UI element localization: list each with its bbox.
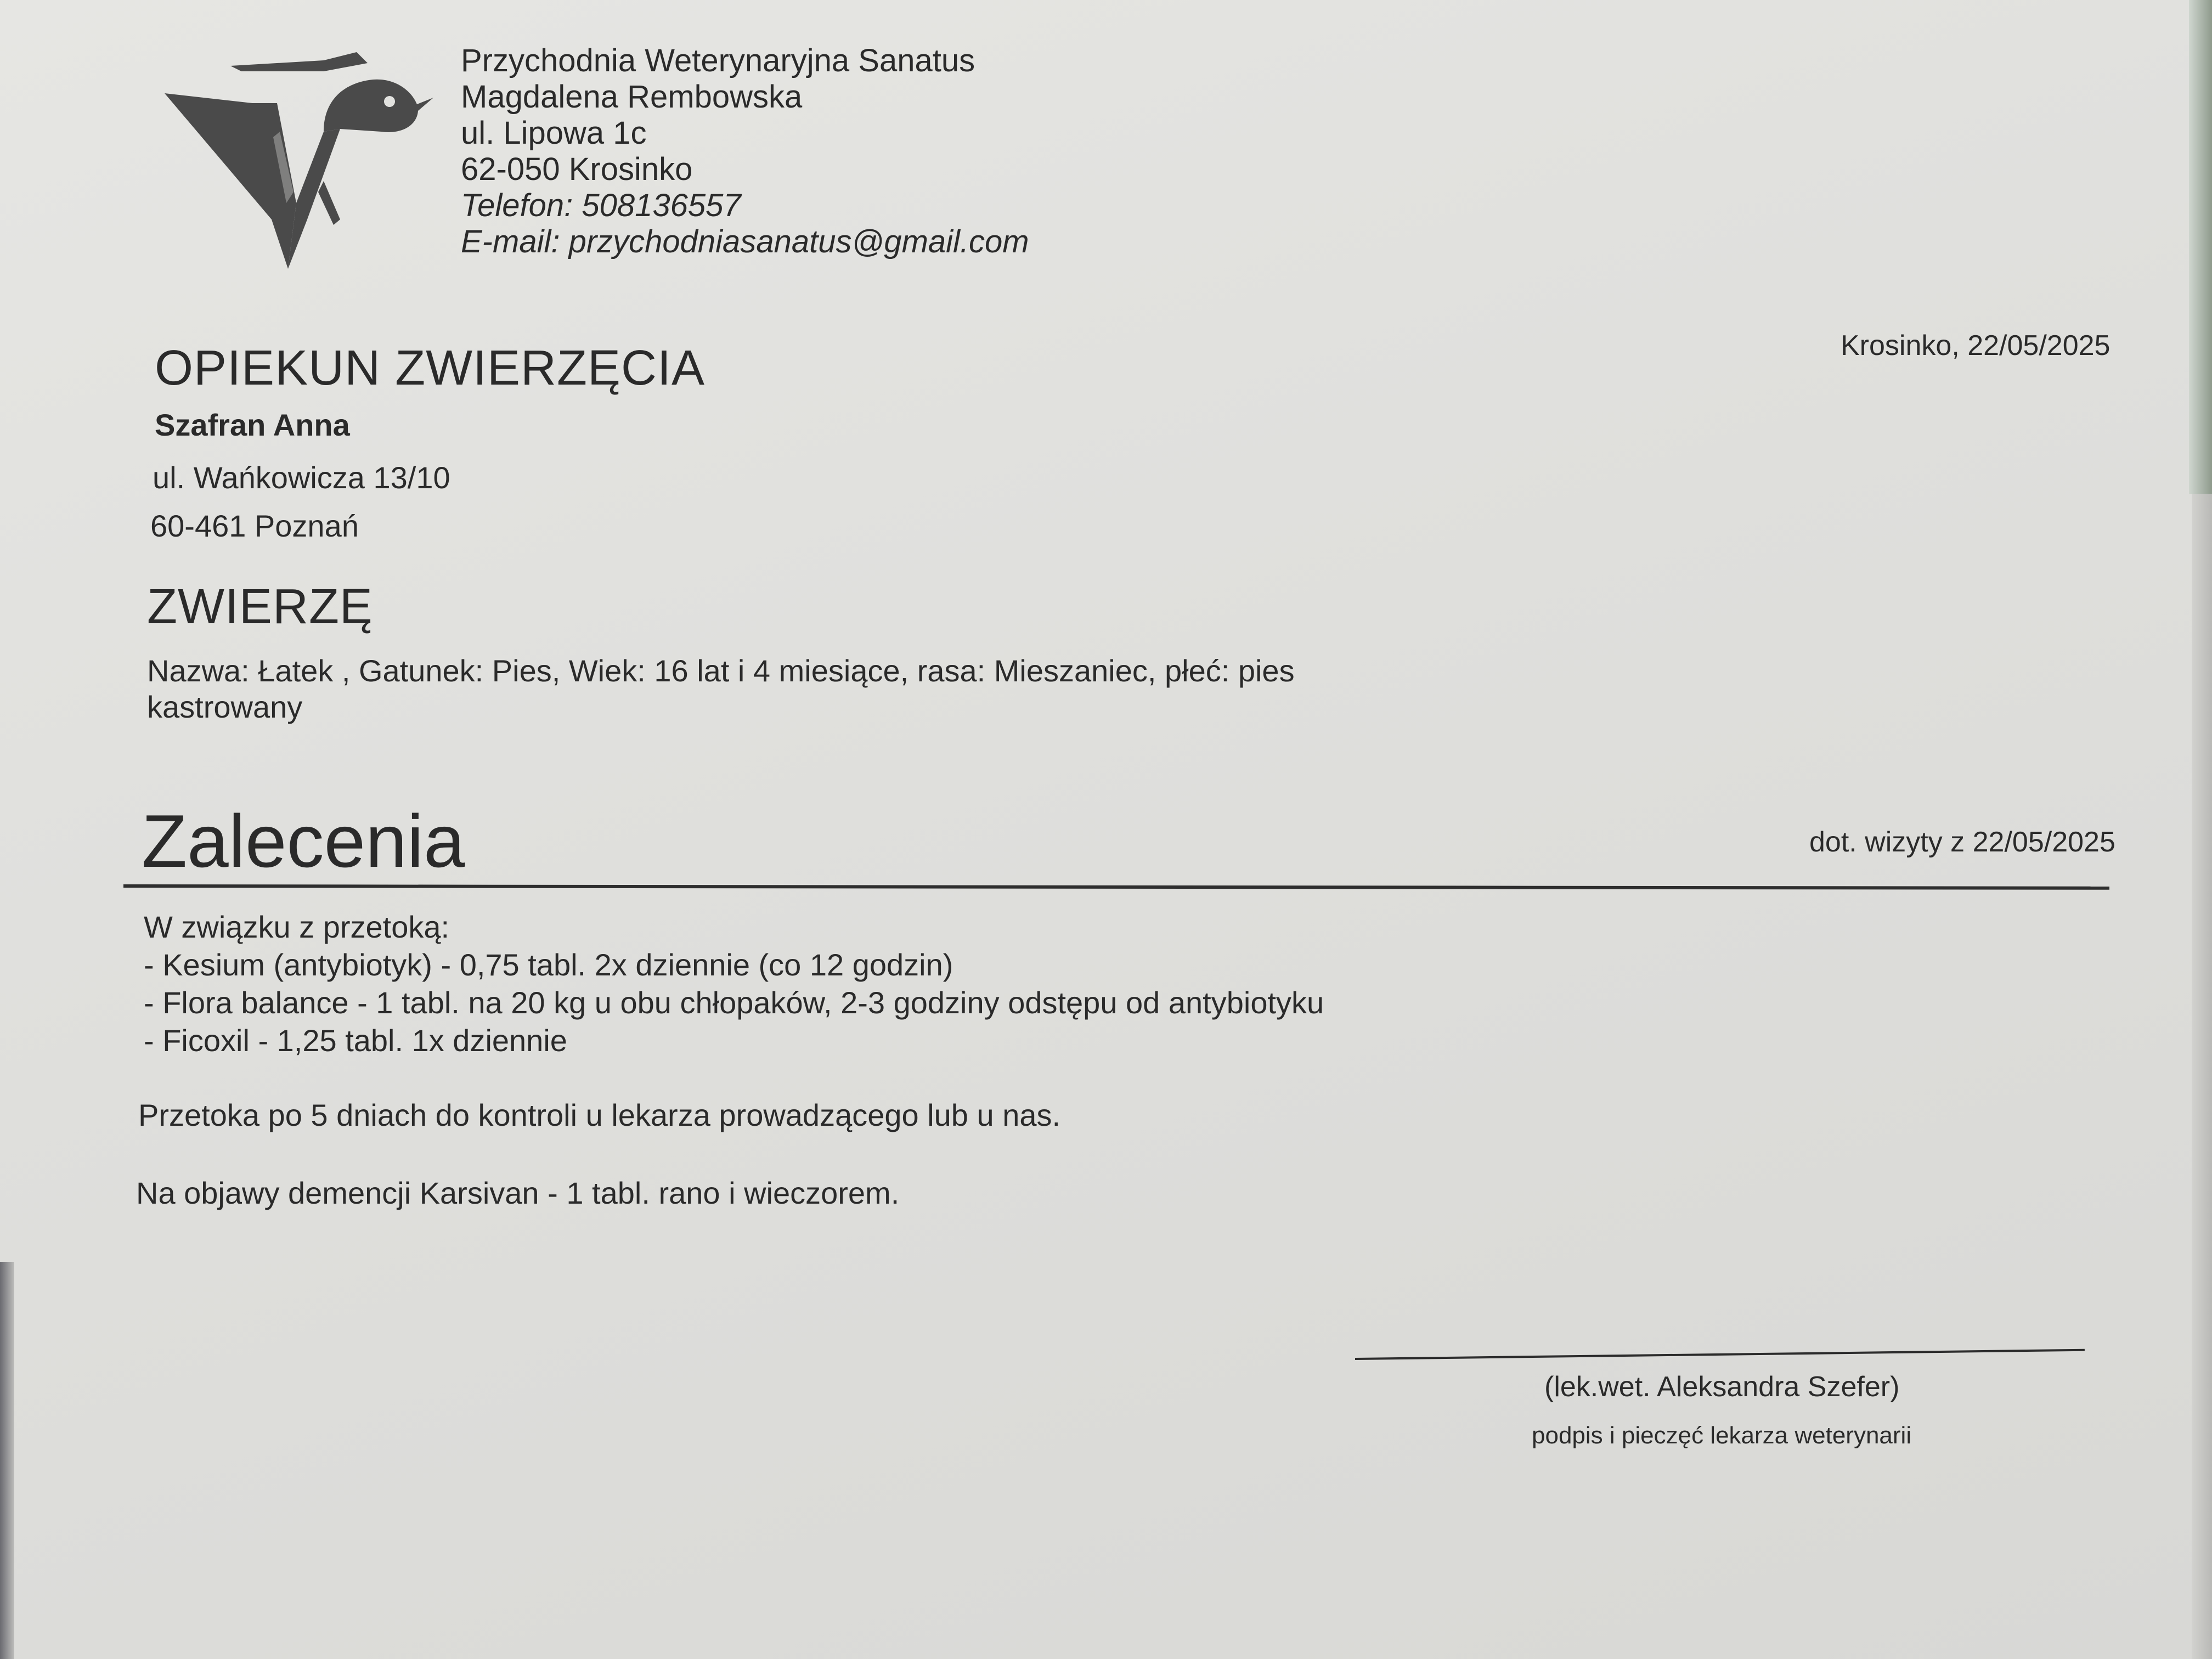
background-edge-left	[0, 1262, 14, 1659]
signature-caption: podpis i pieczęć lekarza weterynarii	[1532, 1422, 1912, 1449]
recommendations-list	[144, 908, 1324, 1059]
recommendation-line: - Ficoxil - 1,25 tabl. 1x dziennie	[144, 1023, 567, 1058]
followup-paragraph: Przetoka po 5 dniach do kontroli u lekarza prowadzącego lub u nas.	[138, 1098, 1061, 1132]
animal-description: Nazwa: Łatek , Gatunek: Pies, Wiek: 16 lat i 4 miesiące, rasa: Mieszaniec, płeć: pies kastrowany	[147, 653, 1295, 724]
owner-heading: OPIEKUN ZWIERZĘCIA	[155, 341, 706, 396]
animal-heading: ZWIERZĘ	[147, 579, 373, 634]
owner-name: Szafran Anna	[155, 408, 350, 442]
owner-city: 60-461 Poznań	[150, 509, 359, 543]
recommendation-line: - Flora balance - 1 tabl. na 20 kg u obu chłopaków, 2-3 godziny odstępu od antybiotyku	[144, 985, 1324, 1020]
recommendations-heading: Zalecenia	[142, 799, 465, 883]
recommendation-line: - Kesium (antybiotyk) - 0,75 tabl. 2x dziennie (co 12 godzin)	[144, 947, 953, 982]
background-edge-lower	[2192, 494, 2212, 1659]
clinic-owner: Magdalena Rembowska	[461, 79, 803, 115]
owner-street: ul. Wańkowicza 13/10	[153, 460, 450, 495]
clinic-city: 62-050 Krosinko	[461, 151, 693, 187]
visit-reference: dot. wizyty z 22/05/2025	[1809, 826, 2115, 858]
clinic-address-block	[461, 43, 1029, 260]
clinic-name: Przychodnia Weterynaryjna Sanatus	[461, 43, 975, 78]
clinic-email: E-mail: przychodniasanatus@gmail.com	[461, 224, 1029, 259]
dementia-paragraph: Na objawy demencji Karsivan - 1 tabl. rano i wieczorem.	[136, 1176, 900, 1210]
clinic-logo	[159, 38, 433, 274]
clinic-street: ul. Lipowa 1c	[461, 115, 647, 151]
vet-name: (lek.wet. Aleksandra Szefer)	[1544, 1371, 1900, 1403]
background-edge	[2189, 0, 2212, 494]
recommendation-line: W związku z przetoką:	[144, 910, 450, 944]
clinic-phone: Telefon: 508136557	[461, 188, 741, 223]
document-date: Krosinko, 22/05/2025	[1841, 330, 2111, 362]
